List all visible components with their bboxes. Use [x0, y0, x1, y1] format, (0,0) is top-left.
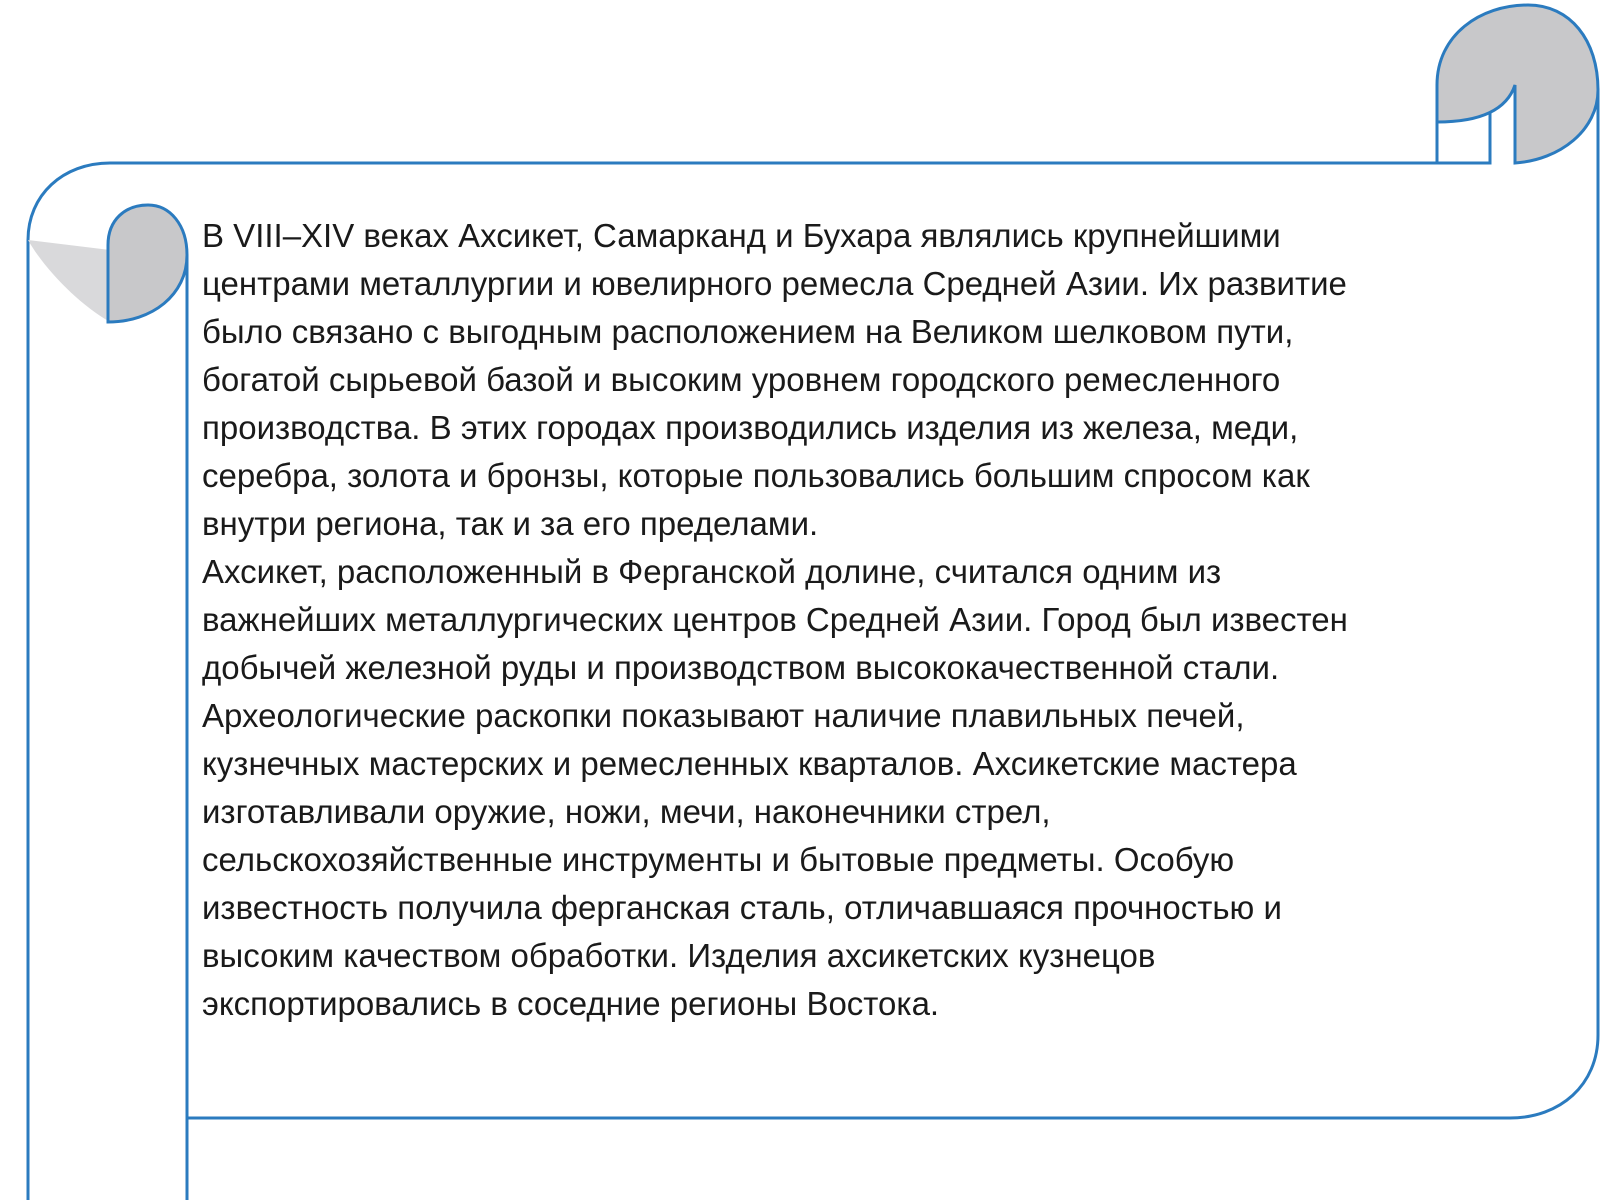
top-right-curl [1437, 5, 1598, 163]
paragraph-1: В VIII–XIV веках Ахсикет, Самарканд и Бухара являлись крупнейшими центрами металлургии и ювелирного ремесла Средней Азии. Их развитие было связано с выгодным расположением на Великом шелковом пути, богатой сырьевой базой и высоким уровнем городского ремесленного производства. В этих городах производились изделия из железа, меди, серебра, золота и бронзы, которые пользовались большим спросом как внутри региона, так и за его пределами. [202, 217, 1347, 542]
main-text [202, 212, 1402, 1028]
left-curl [108, 205, 187, 322]
left-curl-shadow [28, 240, 110, 322]
paragraph-2: Ахсикет, расположенный в Ферганской долине, считался одним из важнейших металлургических центров Средней Азии. Город был известен добычей железной руды и производством высококачественной стали. Археологические раскопки показывают наличие плавильных печей, кузнечных мастерских и ремесленных кварталов. Ахсикетские мастера изготавливали оружие, ножи, мечи, наконечники стрел, сельскохозяйственные инструменты и бытовые предметы. Особую известность получила ферганская сталь, отличавшаяся прочностью и высоким качеством обработки. Изделия ахсикетских кузнецов экспортировались в соседние регионы Востока. [202, 553, 1348, 1022]
